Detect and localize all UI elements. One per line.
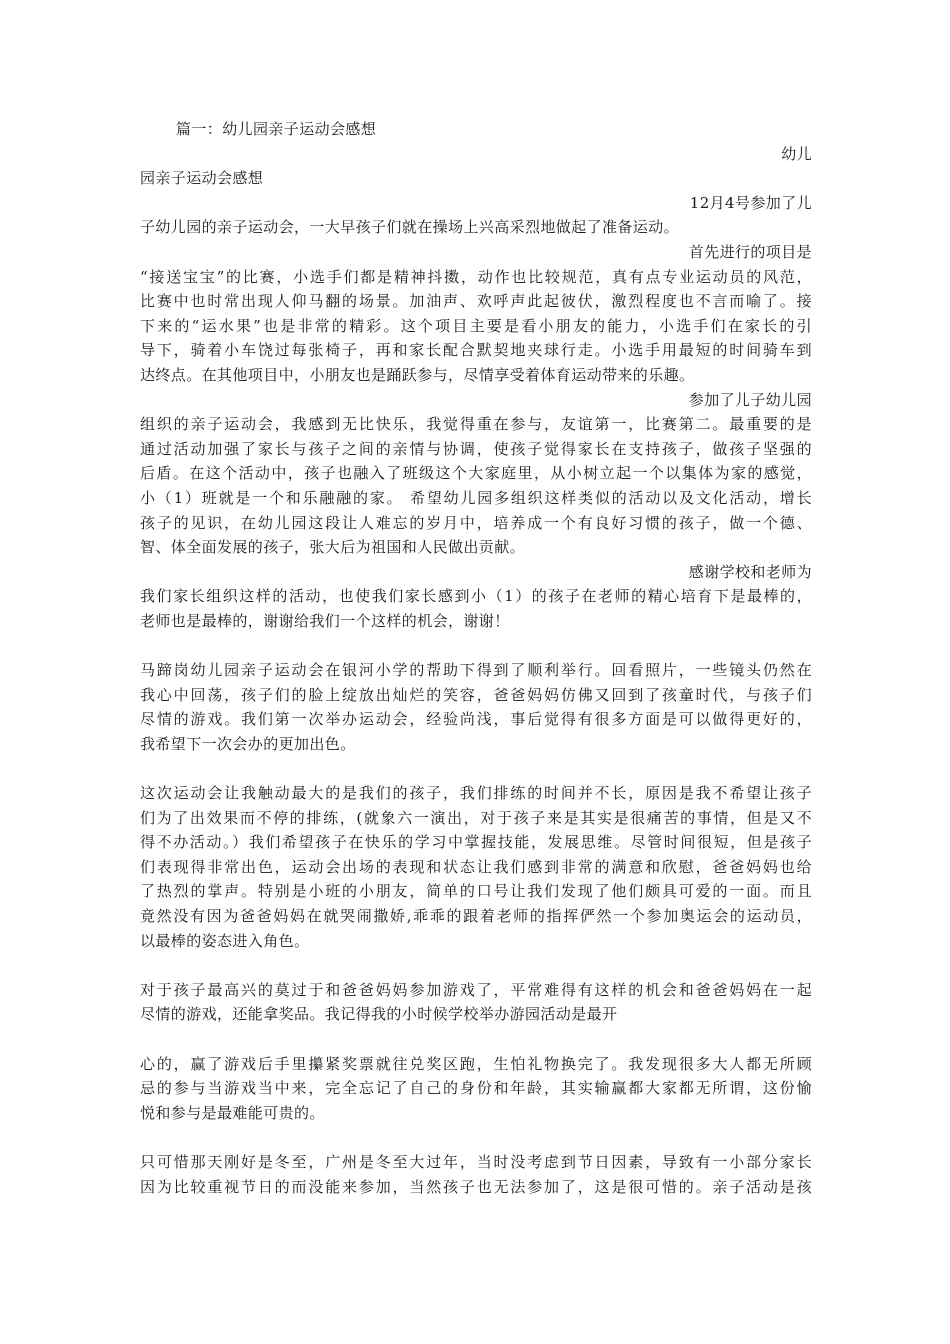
text-line: 我心中回荡，孩子们的脸上绽放出灿烂的笑容，爸爸妈妈仿佛又回到了孩童时代，与孩子们 <box>140 685 812 704</box>
paragraph-gap <box>140 1027 812 1052</box>
text-line: 园亲子运动会感想 <box>140 169 264 188</box>
text-line: 忌的参与当游戏当中来，完全忘记了自己的身份和年龄，其实输赢都大家都无所谓，这份愉 <box>140 1079 812 1098</box>
text-line: 12月4号参加了儿 <box>689 193 812 212</box>
text-line: 小（1）班就是一个和乐融融的家。 希望幼儿园多组织这样类似的活动以及文化活动，增长 <box>140 488 812 507</box>
text-line: 老师也是最棒的，谢谢给我们一个这样的机会，谢谢！ <box>140 611 510 630</box>
text-line: 幼儿 <box>781 144 812 163</box>
text-line: 尽情的游戏。我们第一次举办运动会，经验尚浅，事后觉得有很多方面是可以做得更好的， <box>140 710 812 729</box>
text-line: 对于孩子最高兴的莫过于和爸爸妈妈参加游戏了，平常难得有这样的机会和爸爸妈妈在一起 <box>140 980 812 999</box>
document-title: 篇一：幼儿园亲子运动会感想 <box>176 120 377 138</box>
text-line: 得不办活动。）我们希望孩子在快乐的学习中掌握技能，发展思维。尽管时间很短，但是孩子 <box>140 833 812 852</box>
text-line: 我希望下一次会办的更加出色。 <box>140 734 356 753</box>
text-line: 组织的亲子运动会，我感到无比快乐，我觉得重在参与，友谊第一，比赛第二。最重要的是 <box>140 415 812 434</box>
document-body <box>140 142 812 1200</box>
text-line: 悦和参与是最难能可贵的。 <box>140 1103 325 1122</box>
text-line: 下来的“运水果”也是非常的精彩。这个项目主要是看小朋友的能力，小选手们在家长的引 <box>140 316 812 335</box>
text-line: 只可惜那天刚好是冬至，广州是冬至大过年，当时没考虑到节日因素，导致有一小部分家长 <box>140 1152 812 1171</box>
text-line: 竟然没有因为爸爸妈妈在就哭闹撒娇,乖乖的跟着老师的指挥俨然一个参加奥运会的运动员， <box>140 907 812 925</box>
text-line: 们表现得非常出色，运动会出场的表现和状态让我们感到非常的满意和欣慰，爸爸妈妈也给 <box>140 857 812 876</box>
text-line: 达终点。在其他项目中，小朋友也是踊跃参与，尽情享受着体育运动带来的乐趣。 <box>140 365 695 384</box>
text-line: 心的，赢了游戏后手里攥紧奖票就往兑奖区跑，生怕礼物换完了。我发现很多大人都无所顾 <box>140 1054 812 1073</box>
text-line: “接送宝宝”的比赛，小选手们都是精神抖擞，动作也比较规范，真有点专业运动员的风范， <box>140 267 812 286</box>
paragraph-gap <box>140 633 812 658</box>
text-line: 子幼儿园的亲子运动会，一大早孩子们就在操场上兴高采烈地做起了准备运动。 <box>140 218 680 237</box>
text-line: 了热烈的掌声。特别是小班的小朋友，简单的口号让我们发现了他们颇具可爱的一面。而且 <box>140 882 812 901</box>
paragraph-gap <box>140 953 812 978</box>
text-line: 我们家长组织这样的活动，也使我们家长感到小（1）的孩子在老师的精心培育下是最棒的， <box>140 587 812 606</box>
text-line: 以最棒的姿态进入角色。 <box>140 931 310 950</box>
text-line: 孩子的见识，在幼儿园这段让人难忘的岁月中，培养成一个有良好习惯的孩子，做一个德、 <box>140 513 812 532</box>
paragraph-gap <box>140 756 812 781</box>
text-line: 比赛中也时常出现人仰马翻的场景。加油声、欢呼声此起彼伏，激烈程度也不言而喻了。接 <box>140 292 812 311</box>
text-line: 后盾。在这个活动中，孩子也融入了班级这个大家庭里，从小树立起一个以集体为家的感觉， <box>140 464 812 483</box>
text-line: 感谢学校和老师为 <box>688 562 812 581</box>
text-line: 首先进行的项目是 <box>688 242 812 261</box>
paragraph-gap <box>140 1125 812 1150</box>
text-line: 们为了出效果而不停的排练，(就象六一演出，对于孩子来是其实是很痛苦的事情，但是又不 <box>140 808 812 827</box>
text-line: 智、体全面发展的孩子，张大后为祖国和人民做出贡献。 <box>140 538 526 557</box>
text-line: 通过活动加强了家长与孩子之间的亲情与协调，使孩子觉得家长在支持孩子，做孩子坚强的 <box>140 439 812 458</box>
document-page <box>140 117 812 1199</box>
text-line: 参加了儿子幼儿园 <box>688 390 812 409</box>
text-line: 这次运动会让我触动最大的是我们的孩子，我们排练的时间并不长，原因是我不希望让孩子 <box>140 784 812 803</box>
text-line: 尽情的游戏，还能拿奖品。我记得我的小时候学校举办游园活动是最开 <box>140 1005 618 1024</box>
text-line: 马蹄岗幼儿园亲子运动会在银河小学的帮助下得到了顺利举行。回看照片，一些镜头仍然在 <box>140 661 812 680</box>
text-line: 因为比较重视节日的而没能来参加，当然孩子也无法参加了，这是很可惜的。亲子活动是孩 <box>140 1177 812 1196</box>
text-line: 导下，骑着小车饶过每张椅子，再和家长配合默契地夹球行走。小选手用最短的时间骑车到 <box>140 341 812 360</box>
